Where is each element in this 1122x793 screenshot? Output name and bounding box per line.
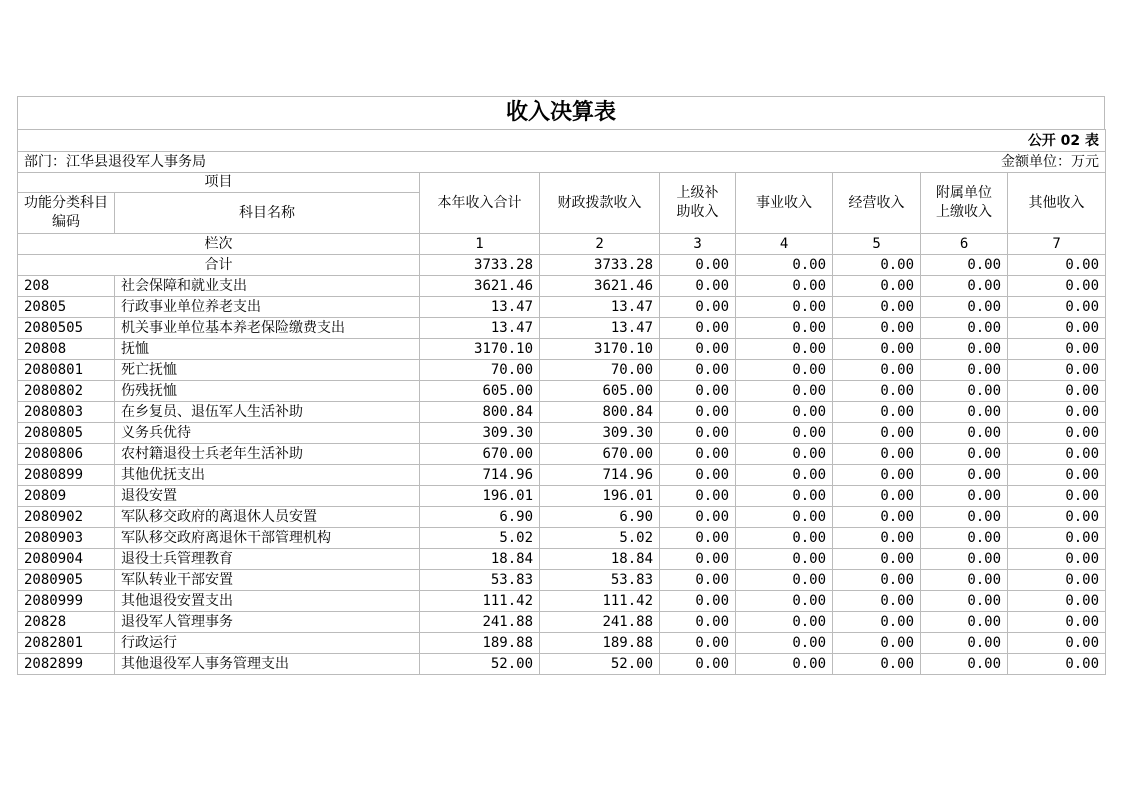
amount-cell: 0.00 [1008, 318, 1106, 339]
amount-cell: 0.00 [833, 507, 921, 528]
subject-name: 伤残抚恤 [115, 381, 420, 402]
amount-cell: 111.42 [540, 591, 660, 612]
amount-cell: 3170.10 [540, 339, 660, 360]
amount-cell: 0.00 [1008, 297, 1106, 318]
table-number-row [18, 130, 1106, 152]
amount-cell: 0.00 [736, 381, 833, 402]
amount-cell: 0.00 [921, 528, 1008, 549]
table-row [18, 570, 1106, 591]
amount-cell: 0.00 [921, 276, 1008, 297]
table-row [18, 549, 1106, 570]
amount-cell: 0.00 [736, 360, 833, 381]
col-number: 3 [660, 234, 736, 255]
table-row [18, 444, 1106, 465]
amount-cell: 13.47 [540, 297, 660, 318]
amount-cell: 241.88 [420, 612, 540, 633]
subject-code: 2082899 [18, 654, 115, 675]
subject-name: 其他退役军人事务管理支出 [115, 654, 420, 675]
col-number: 1 [420, 234, 540, 255]
amount-cell: 13.47 [420, 297, 540, 318]
amount-cell: 0.00 [921, 549, 1008, 570]
amount-cell: 3621.46 [540, 276, 660, 297]
amount-cell: 0.00 [660, 318, 736, 339]
amount-cell: 309.30 [540, 423, 660, 444]
department-label: 部门：江华县退役军人事务局 [18, 152, 540, 173]
amount-cell: 0.00 [660, 444, 736, 465]
amount-cell: 111.42 [420, 591, 540, 612]
amount-cell: 0.00 [660, 402, 736, 423]
amount-cell: 309.30 [420, 423, 540, 444]
table-row [18, 528, 1106, 549]
amount-cell: 3621.46 [420, 276, 540, 297]
header-total: 本年收入合计 [420, 173, 540, 234]
amount-cell: 0.00 [833, 591, 921, 612]
amount-cell: 0.00 [921, 381, 1008, 402]
unit-label: 金额单位：万元 [540, 152, 1106, 173]
header-item: 项目 [18, 173, 420, 193]
subject-code: 2080806 [18, 444, 115, 465]
amount-cell: 18.84 [540, 549, 660, 570]
amount-cell: 0.00 [736, 402, 833, 423]
amount-cell: 0.00 [1008, 360, 1106, 381]
sum-cell: 0.00 [1008, 255, 1106, 276]
sum-label: 合计 [18, 255, 420, 276]
subject-code: 2082801 [18, 633, 115, 654]
amount-cell: 0.00 [1008, 591, 1106, 612]
amount-cell: 53.83 [420, 570, 540, 591]
sum-cell: 0.00 [833, 255, 921, 276]
subject-name: 退役军人管理事务 [115, 612, 420, 633]
amount-cell: 241.88 [540, 612, 660, 633]
subject-code: 20828 [18, 612, 115, 633]
amount-cell: 0.00 [660, 633, 736, 654]
subject-name: 抚恤 [115, 339, 420, 360]
amount-cell: 0.00 [833, 402, 921, 423]
header-other: 其他收入 [1008, 173, 1106, 234]
subject-name: 军队转业干部安置 [115, 570, 420, 591]
amount-cell: 0.00 [736, 486, 833, 507]
amount-cell: 605.00 [540, 381, 660, 402]
amount-cell: 0.00 [736, 297, 833, 318]
amount-cell: 0.00 [1008, 423, 1106, 444]
table-row [18, 318, 1106, 339]
amount-cell: 0.00 [660, 465, 736, 486]
amount-cell: 0.00 [833, 465, 921, 486]
amount-cell: 0.00 [1008, 507, 1106, 528]
amount-cell: 0.00 [833, 297, 921, 318]
amount-cell: 196.01 [420, 486, 540, 507]
table-row [18, 423, 1106, 444]
amount-cell: 0.00 [736, 654, 833, 675]
income-settlement-sheet [17, 96, 1105, 675]
amount-cell: 0.00 [660, 654, 736, 675]
amount-cell: 0.00 [833, 486, 921, 507]
table-row [18, 591, 1106, 612]
table-row [18, 297, 1106, 318]
subject-name: 行政运行 [115, 633, 420, 654]
amount-cell: 0.00 [660, 297, 736, 318]
col-number: 7 [1008, 234, 1106, 255]
amount-cell: 605.00 [420, 381, 540, 402]
amount-cell: 0.00 [833, 318, 921, 339]
col-number: 6 [921, 234, 1008, 255]
amount-cell: 0.00 [921, 360, 1008, 381]
amount-cell: 0.00 [833, 528, 921, 549]
header-upper: 上级补助收入 [660, 173, 736, 234]
amount-cell: 0.00 [921, 570, 1008, 591]
subject-name: 军队移交政府离退休干部管理机构 [115, 528, 420, 549]
sum-cell: 3733.28 [540, 255, 660, 276]
subject-code: 20805 [18, 297, 115, 318]
amount-cell: 0.00 [736, 633, 833, 654]
amount-cell: 0.00 [736, 612, 833, 633]
amount-cell: 0.00 [736, 276, 833, 297]
header-affiliated: 附属单位上缴收入 [921, 173, 1008, 234]
sum-cell: 0.00 [736, 255, 833, 276]
table-row [18, 486, 1106, 507]
table-row [18, 465, 1106, 486]
amount-cell: 3170.10 [420, 339, 540, 360]
amount-cell: 0.00 [660, 591, 736, 612]
amount-cell: 0.00 [736, 339, 833, 360]
amount-cell: 18.84 [420, 549, 540, 570]
sum-cell: 0.00 [660, 255, 736, 276]
subject-name: 军队移交政府的离退休人员安置 [115, 507, 420, 528]
amount-cell: 53.83 [540, 570, 660, 591]
amount-cell: 0.00 [1008, 339, 1106, 360]
table-number: 公开 02 表 [540, 130, 1106, 152]
amount-cell: 0.00 [1008, 486, 1106, 507]
header-code: 功能分类科目编码 [18, 193, 115, 234]
amount-cell: 0.00 [833, 444, 921, 465]
amount-cell: 0.00 [833, 570, 921, 591]
sum-cell: 3733.28 [420, 255, 540, 276]
header-business: 事业收入 [736, 173, 833, 234]
amount-cell: 0.00 [660, 570, 736, 591]
data-rows [18, 276, 1106, 675]
amount-cell: 670.00 [540, 444, 660, 465]
subject-code: 2080999 [18, 591, 115, 612]
amount-cell: 0.00 [833, 612, 921, 633]
amount-cell: 0.00 [833, 654, 921, 675]
subject-code: 2080505 [18, 318, 115, 339]
amount-cell: 0.00 [660, 486, 736, 507]
header-operating: 经营收入 [833, 173, 921, 234]
sum-row [18, 255, 1106, 276]
amount-cell: 0.00 [921, 318, 1008, 339]
meta-row [18, 152, 1106, 173]
header-row-1 [18, 173, 1106, 193]
amount-cell: 0.00 [660, 507, 736, 528]
amount-cell: 0.00 [833, 423, 921, 444]
amount-cell: 0.00 [921, 297, 1008, 318]
amount-cell: 0.00 [1008, 276, 1106, 297]
amount-cell: 0.00 [833, 339, 921, 360]
subject-code: 208 [18, 276, 115, 297]
amount-cell: 189.88 [420, 633, 540, 654]
amount-cell: 0.00 [833, 276, 921, 297]
amount-cell: 70.00 [540, 360, 660, 381]
amount-cell: 0.00 [660, 549, 736, 570]
table-row [18, 654, 1106, 675]
amount-cell: 0.00 [921, 339, 1008, 360]
amount-cell: 0.00 [1008, 633, 1106, 654]
amount-cell: 0.00 [921, 423, 1008, 444]
subject-code: 2080902 [18, 507, 115, 528]
subject-name: 农村籍退役士兵老年生活补助 [115, 444, 420, 465]
amount-cell: 0.00 [921, 507, 1008, 528]
table-row [18, 633, 1106, 654]
subject-code: 2080801 [18, 360, 115, 381]
table-row [18, 360, 1106, 381]
amount-cell: 6.90 [540, 507, 660, 528]
amount-cell: 0.00 [660, 528, 736, 549]
amount-cell: 0.00 [660, 360, 736, 381]
sum-cell: 0.00 [921, 255, 1008, 276]
amount-cell: 0.00 [736, 444, 833, 465]
amount-cell: 5.02 [420, 528, 540, 549]
subject-code: 2080805 [18, 423, 115, 444]
subject-name: 其他优抚支出 [115, 465, 420, 486]
table-row [18, 612, 1106, 633]
amount-cell: 0.00 [921, 633, 1008, 654]
amount-cell: 0.00 [1008, 528, 1106, 549]
subject-name: 社会保障和就业支出 [115, 276, 420, 297]
amount-cell: 0.00 [833, 633, 921, 654]
amount-cell: 5.02 [540, 528, 660, 549]
amount-cell: 0.00 [1008, 465, 1106, 486]
header-name: 科目名称 [115, 193, 420, 234]
amount-cell: 6.90 [420, 507, 540, 528]
subject-code: 2080802 [18, 381, 115, 402]
col-number: 5 [833, 234, 921, 255]
amount-cell: 0.00 [660, 381, 736, 402]
amount-cell: 0.00 [1008, 654, 1106, 675]
amount-cell: 0.00 [921, 591, 1008, 612]
amount-cell: 13.47 [420, 318, 540, 339]
table-row [18, 339, 1106, 360]
amount-cell: 0.00 [833, 381, 921, 402]
subject-code: 2080903 [18, 528, 115, 549]
amount-cell: 0.00 [736, 318, 833, 339]
subject-code: 2080904 [18, 549, 115, 570]
amount-cell: 0.00 [736, 570, 833, 591]
table-row [18, 381, 1106, 402]
subject-name: 退役安置 [115, 486, 420, 507]
subject-name: 行政事业单位养老支出 [115, 297, 420, 318]
amount-cell: 800.84 [420, 402, 540, 423]
subject-name: 死亡抚恤 [115, 360, 420, 381]
subject-code: 2080803 [18, 402, 115, 423]
amount-cell: 189.88 [540, 633, 660, 654]
subject-code: 2080905 [18, 570, 115, 591]
amount-cell: 0.00 [660, 423, 736, 444]
col-number: 2 [540, 234, 660, 255]
amount-cell: 0.00 [1008, 612, 1106, 633]
table-row [18, 402, 1106, 423]
amount-cell: 0.00 [1008, 570, 1106, 591]
amount-cell: 0.00 [736, 507, 833, 528]
amount-cell: 0.00 [660, 276, 736, 297]
amount-cell: 0.00 [921, 465, 1008, 486]
subject-name: 义务兵优待 [115, 423, 420, 444]
col-number: 4 [736, 234, 833, 255]
amount-cell: 800.84 [540, 402, 660, 423]
column-index-row [18, 234, 1106, 255]
header-fiscal: 财政拨款收入 [540, 173, 660, 234]
amount-cell: 0.00 [736, 423, 833, 444]
amount-cell: 670.00 [420, 444, 540, 465]
amount-cell: 0.00 [921, 486, 1008, 507]
amount-cell: 0.00 [921, 612, 1008, 633]
subject-code: 20809 [18, 486, 115, 507]
amount-cell: 0.00 [660, 339, 736, 360]
amount-cell: 0.00 [736, 591, 833, 612]
amount-cell: 196.01 [540, 486, 660, 507]
amount-cell: 0.00 [1008, 381, 1106, 402]
amount-cell: 13.47 [540, 318, 660, 339]
column-index-label: 栏次 [18, 234, 420, 255]
amount-cell: 0.00 [1008, 549, 1106, 570]
amount-cell: 714.96 [540, 465, 660, 486]
subject-name: 在乡复员、退伍军人生活补助 [115, 402, 420, 423]
amount-cell: 0.00 [736, 465, 833, 486]
amount-cell: 0.00 [1008, 402, 1106, 423]
amount-cell: 0.00 [736, 528, 833, 549]
amount-cell: 70.00 [420, 360, 540, 381]
amount-cell: 52.00 [540, 654, 660, 675]
page-title: 收入决算表 [17, 96, 1105, 129]
amount-cell: 0.00 [736, 549, 833, 570]
subject-code: 2080899 [18, 465, 115, 486]
amount-cell: 0.00 [833, 549, 921, 570]
amount-cell: 0.00 [660, 612, 736, 633]
amount-cell: 0.00 [833, 360, 921, 381]
amount-cell: 0.00 [921, 444, 1008, 465]
subject-code: 20808 [18, 339, 115, 360]
subject-name: 退役士兵管理教育 [115, 549, 420, 570]
subject-name: 其他退役安置支出 [115, 591, 420, 612]
table-row [18, 276, 1106, 297]
amount-cell: 0.00 [1008, 444, 1106, 465]
income-table [17, 129, 1106, 675]
subject-name: 机关事业单位基本养老保险缴费支出 [115, 318, 420, 339]
amount-cell: 52.00 [420, 654, 540, 675]
amount-cell: 0.00 [921, 654, 1008, 675]
amount-cell: 0.00 [921, 402, 1008, 423]
table-row [18, 507, 1106, 528]
amount-cell: 714.96 [420, 465, 540, 486]
